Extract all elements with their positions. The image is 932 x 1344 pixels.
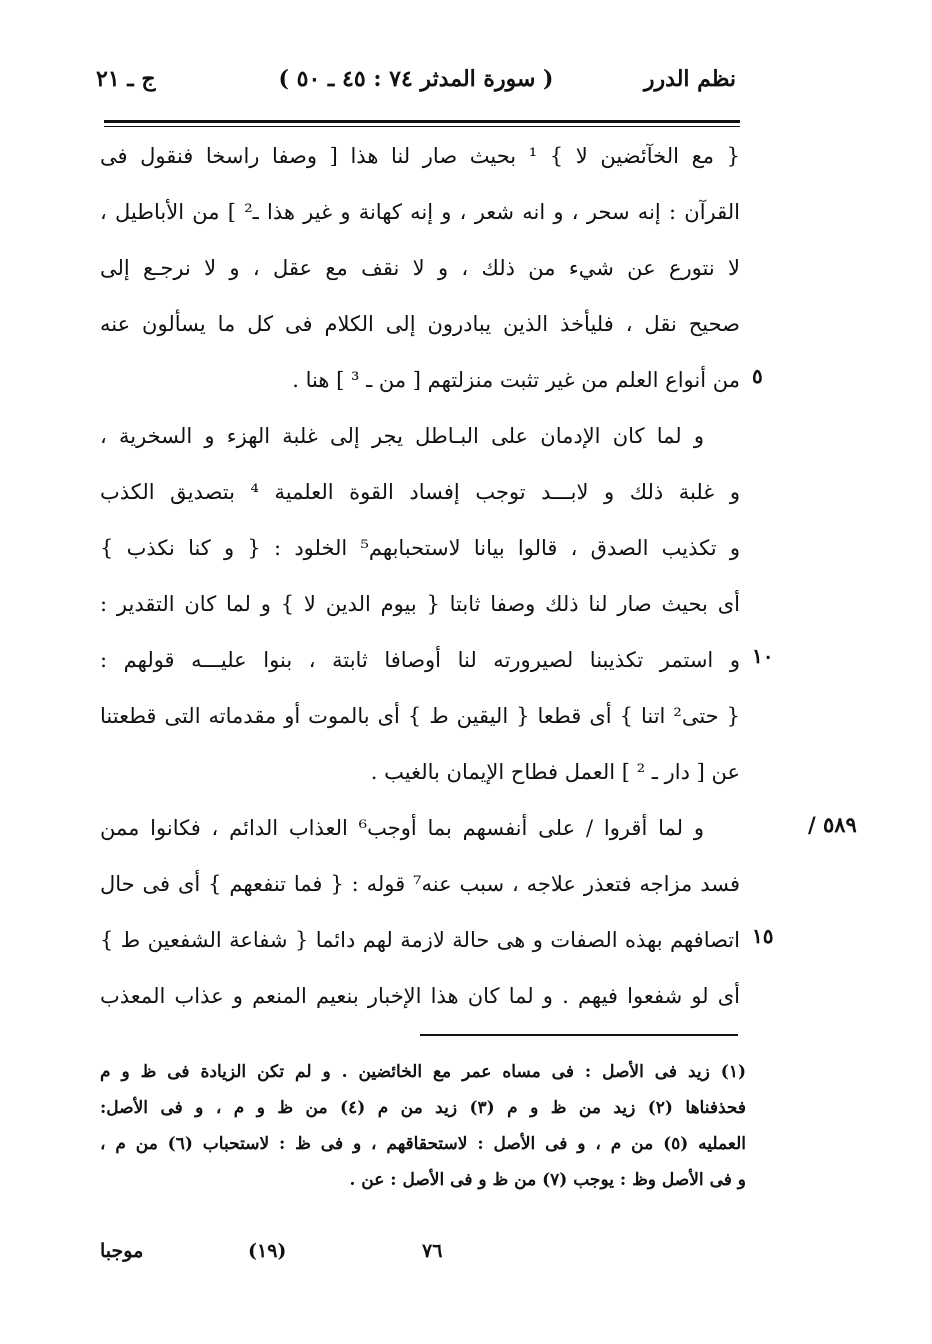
body-line: عن [ دار ـ ² ] العمل فطاح الإيمان بالغيب . [370,760,740,784]
body-line: القرآن : إنه سحر ، و انه شعر ، و إنه كهانة و غير هذا ـ² ] من الأباطيل ، [100,200,740,224]
body-line: اتصافهم بهذه الصفات و هى حالة لازمة لهم دائما { شفاعة الشفعين ﻁ } [100,928,740,952]
header-rule-thin [104,126,740,127]
signature-line [100,1240,740,1276]
body-line: فسد مزاجه فتعذر علاجه ، سبب عنه⁷ قوله : { فما تنفعهم } أى فى حال [100,872,740,896]
body-line: من أنواع العلم من غير تثبت منزلتهم [ من ـ ³ ] هنا . [292,368,740,392]
volume-number: ج ـ ٢١ [96,66,156,92]
page-number: ٧٦ [422,1240,443,1262]
body-line: { مع الخآئضين ﻻ } ¹ بحيث صار لنا هذا [ وصفا راسخا فنقول فى [100,144,740,168]
line-number: ١٠ [752,644,774,668]
catchword: موجبا [100,1240,144,1262]
body-line: و لما أقروا / على أنفسهم بما أوجب⁶ العذاب الدائم ، فكانوا ممن [100,816,704,840]
footnote-rule [420,1034,738,1036]
body-line: و استمر تكذيبنا لصيرورته لنا أوصافا ثابتة ، بنوا عليـــه قولهم : [100,648,740,672]
footnotes [100,1054,746,1198]
line-number: ٥ [752,364,763,388]
footnote-line: و فى الأصل وظ : يوجب (٧) من ظ و فى الأصل : عن . [349,1170,746,1190]
body-text [100,128,740,1024]
footnote-line: (١) زيد فى الأصل : فى مساه عمر مع الخائضين . و لم تكن الزيادة فى ظ و م [100,1062,746,1082]
line-number: ١٥ [752,924,774,948]
manuscript-folio-ref: ٥٨٩ / [808,812,857,837]
body-line: لا نتورع عن شيء من ذلك ، و لا نقف مع عقل ، و لا نرجـع إلى [100,256,740,280]
signature-mark: (١٩) [248,1240,287,1262]
book-title: نظم الدرر [643,66,736,92]
body-line: و تكذيب الصدق ، قالوا بيانا لاستحبابهم⁵ الخلود : { و كنا نكذب } [100,536,740,560]
surah-reference: ( سورة المدثر ٧٤ : ٤٥ ـ ٥٠ ) [278,66,554,92]
body-line: أى لو شفعوا فيهم . و لما كان هذا الإخبار بنعيم المنعم و عذاب المعذب [100,984,740,1008]
running-head [96,66,736,106]
body-line: صحيح نقل ، فليأخذ الذين يبادرون إلى الكلام فى كل ما يسألون عنه [100,312,740,336]
body-line: أى بحيث صار لنا ذلك وصفا ثابتا { بيوم الدين ﻻ } و لما كان التقدير : [100,592,740,616]
header-rule-thick [104,120,740,123]
footnote-line: العمليه (٥) من م ، و فى الأصل : لاستحقاقهم ، و فى ظ : لاستحباب (٦) من م ، [100,1134,746,1154]
body-line: { حتى² اتنا } أى قطعا { اليقين ﻁ } أى بالموت أو مقدماته التى قطعتنا [100,704,740,728]
footnote-line: فحذفناها (٢) زيد من ظ و م (٣) زيد من م (٤) من ظ و م ، و فى الأصل: [100,1098,746,1118]
body-line: و لما كان الإدمان على البـاطل يجر إلى غلبة الهزء و السخرية ، [100,424,704,448]
body-line: و غلبة ذلك و لابـــد توجب إفساد القوة العلمية ⁴ بتصديق الكذب [100,480,740,504]
